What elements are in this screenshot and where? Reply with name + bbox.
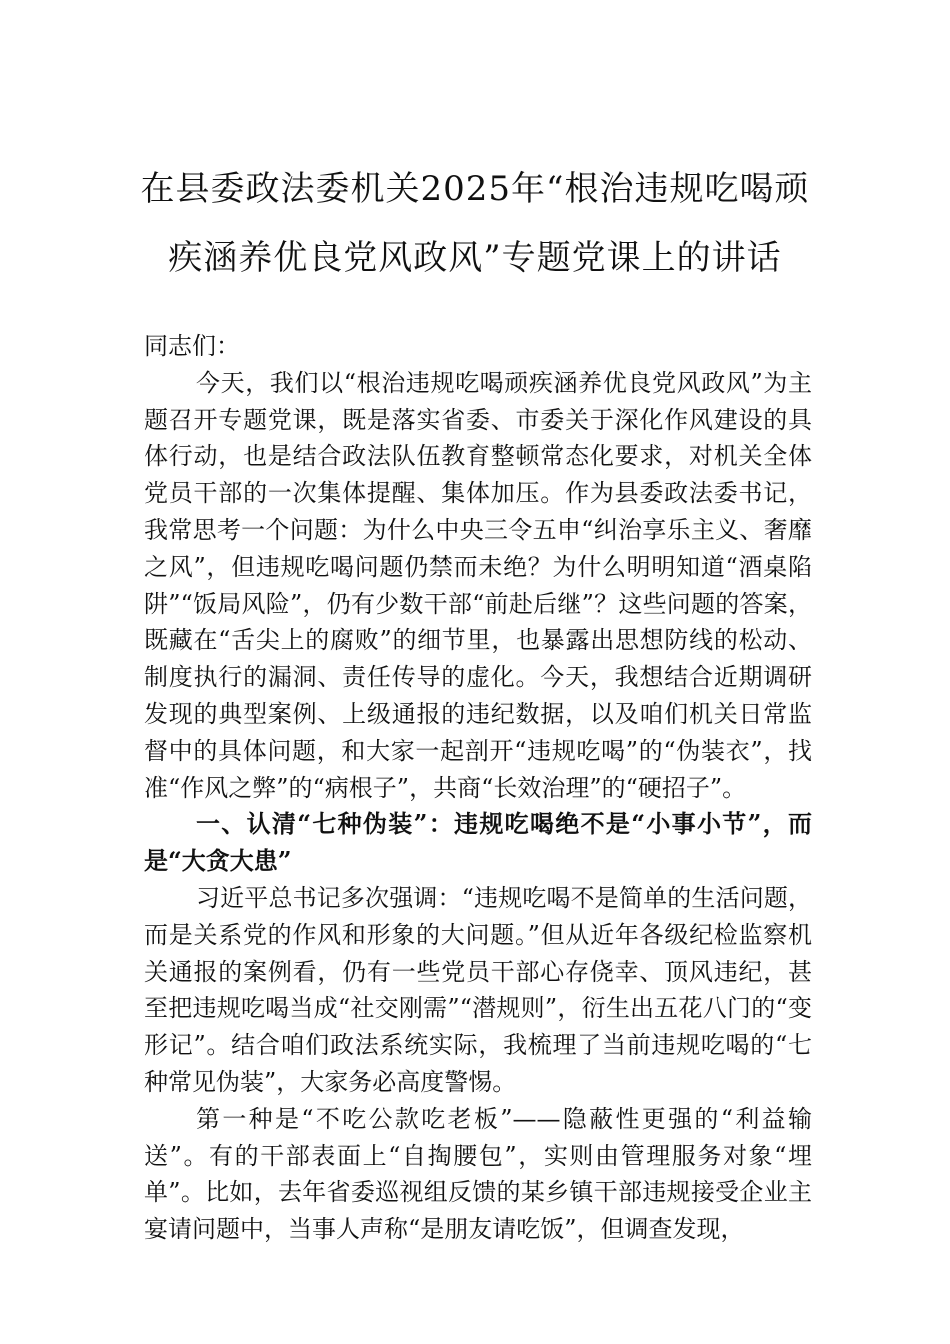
document-title-line-2: 疾涵养优良党风政风”专题党课上的讲话	[168, 238, 782, 278]
intro-paragraph: 今天，我们以“根治违规吃喝顽疾涵养优良党风政风”为主题召开专题党课，既是落实省委、市委关于深化作风建设的具体行动，也是结合政法队伍教育整顿常态化要求，对机关全体党员干部的一次集体提醒、集体加压。作为县委政法委书记，我常思考一个问题：为什么中央三令五申“纠治享乐主义、奢靡之风”，但违规吃喝问题仍禁而未绝？为什么明明知道“酒桌陷阱”“饭局风险”，仍有少数干部“前赴后继”？这些问题的答案，既藏在“舌尖上的腐败”的细节里，也暴露出思想防线的松动、制度执行的漏洞、责任传导的虚化。今天，我想结合近期调研发现的典型案例、上级通报的违纪数据，以及咱们机关日常监督中的具体问题，和大家一起剖开“违规吃喝”的“伪装衣”，找准“作风之弊”的“病根子”，共商“长效治理”的“硬招子”。	[144, 368, 812, 802]
document-body	[144, 328, 812, 1248]
document-title-line-1: 在县委政法委机关2025年“根治违规吃喝顽	[140, 169, 810, 209]
body-paragraph: 习近平总书记多次强调：“违规吃喝不是简单的生活问题，而是关系党的作风和形象的大问题。”但从近年各级纪检监察机关通报的案例看，仍有一些党员干部心存侥幸、顶风违纪，甚至把违规吃喝当成“社交刚需”“潜规则”，衍生出五花八门的“变形记”。结合咱们政法系统实际，我梳理了当前违规吃喝的“七种常见伪装”，大家务必高度警惕。	[144, 883, 812, 1096]
salutation: 同志们：	[144, 332, 240, 360]
body-paragraph: 第一种是“不吃公款吃老板”——隐蔽性更强的“利益输送”。有的干部表面上“自掏腰包”，实则由管理服务对象“埋单”。比如，去年省委巡视组反馈的某乡镇干部违规接受企业主宴请问题中，当事人声称“是朋友请吃饭”，但调查发现，	[144, 1104, 812, 1244]
section-heading-1: 一、认清“七种伪装”：违规吃喝绝不是“小事小节”，而是“大贪大患”	[144, 809, 812, 876]
